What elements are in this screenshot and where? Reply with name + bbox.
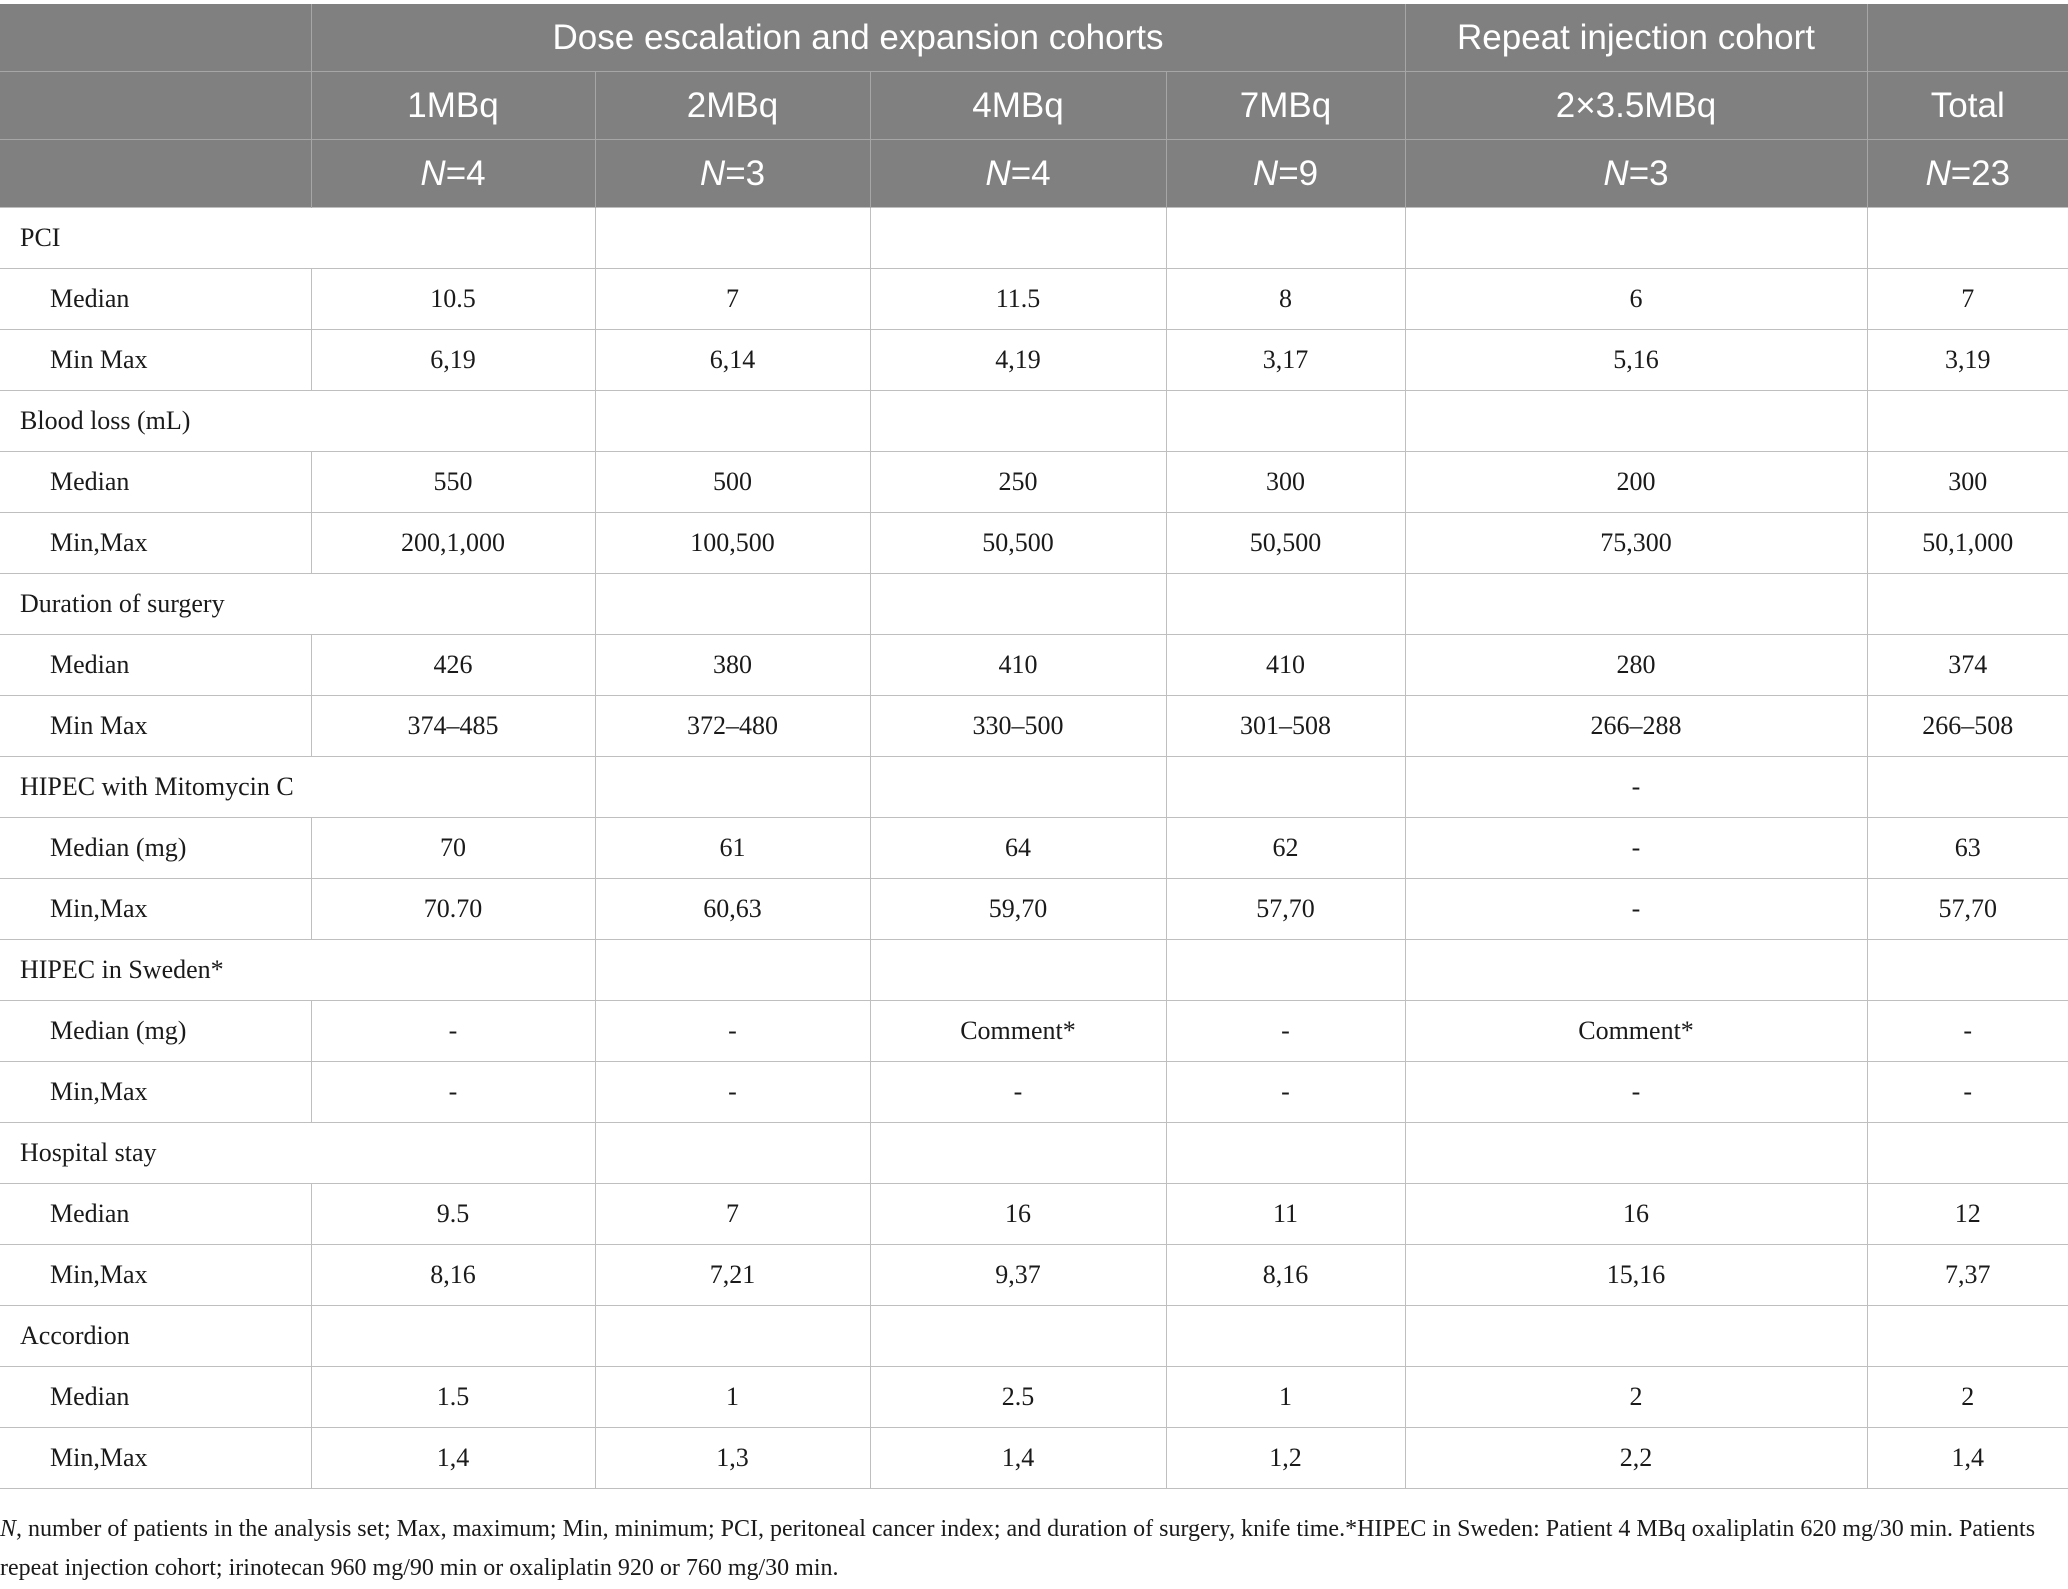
row-label: Median bbox=[0, 269, 311, 330]
table-cell: 57,70 bbox=[1166, 879, 1405, 940]
table-cell: 70.70 bbox=[311, 879, 595, 940]
table-cell: 1,4 bbox=[1867, 1428, 2068, 1489]
table-cell: 8 bbox=[1166, 269, 1405, 330]
table-row bbox=[0, 452, 2068, 513]
section-cell bbox=[595, 1123, 870, 1184]
section-cell bbox=[1867, 1123, 2068, 1184]
table-cell: 8,16 bbox=[1166, 1245, 1405, 1306]
table-cell: - bbox=[595, 1062, 870, 1123]
row-label: Median bbox=[0, 452, 311, 513]
table-cell: 500 bbox=[595, 452, 870, 513]
table-cell: 3,17 bbox=[1166, 330, 1405, 391]
section-cell bbox=[1166, 1306, 1405, 1367]
table-cell: 372–480 bbox=[595, 696, 870, 757]
n-symbol: N bbox=[1603, 153, 1629, 193]
column-header: 4MBq bbox=[870, 72, 1166, 140]
table-cell: 1,4 bbox=[311, 1428, 595, 1489]
section-cell bbox=[870, 391, 1166, 452]
table-cell: 3,19 bbox=[1867, 330, 2068, 391]
table-cell: 5,16 bbox=[1405, 330, 1867, 391]
table-cell: 11 bbox=[1166, 1184, 1405, 1245]
table-cell: 61 bbox=[595, 818, 870, 879]
table-cell: 7 bbox=[595, 1184, 870, 1245]
results-table bbox=[0, 4, 2068, 1489]
header-blank bbox=[0, 4, 311, 72]
n-symbol: N bbox=[985, 153, 1011, 193]
section-cell bbox=[595, 757, 870, 818]
row-label: Median (mg) bbox=[0, 1001, 311, 1062]
row-label: Median bbox=[0, 635, 311, 696]
table-cell: 15,16 bbox=[1405, 1245, 1867, 1306]
table-row bbox=[0, 1184, 2068, 1245]
column-header: Total bbox=[1867, 72, 2068, 140]
table-row bbox=[0, 1367, 2068, 1428]
table-cell: 2.5 bbox=[870, 1367, 1166, 1428]
n-count-header bbox=[595, 140, 870, 208]
section-cell bbox=[1166, 391, 1405, 452]
table-cell: 330–500 bbox=[870, 696, 1166, 757]
section-cell bbox=[311, 1306, 595, 1367]
table-cell: - bbox=[870, 1062, 1166, 1123]
column-header: 1MBq bbox=[311, 72, 595, 140]
section-cell bbox=[870, 1123, 1166, 1184]
table-cell: 59,70 bbox=[870, 879, 1166, 940]
table-footnote bbox=[0, 1510, 2050, 1588]
section-row bbox=[0, 757, 2068, 818]
table-header bbox=[0, 4, 2068, 208]
table-cell: - bbox=[595, 1001, 870, 1062]
table-cell: 7,37 bbox=[1867, 1245, 2068, 1306]
table-cell: - bbox=[1166, 1001, 1405, 1062]
row-label: Min,Max bbox=[0, 1062, 311, 1123]
header-blank bbox=[0, 140, 311, 208]
section-row bbox=[0, 391, 2068, 452]
header-group-repeat-injection: Repeat injection cohort bbox=[1405, 4, 1867, 72]
table-cell: 6,19 bbox=[311, 330, 595, 391]
table-cell: 7 bbox=[595, 269, 870, 330]
table-cell: 1 bbox=[1166, 1367, 1405, 1428]
section-cell bbox=[1867, 208, 2068, 269]
section-row bbox=[0, 208, 2068, 269]
row-label: Min,Max bbox=[0, 1428, 311, 1489]
table-cell: - bbox=[1405, 879, 1867, 940]
row-label: Median bbox=[0, 1367, 311, 1428]
section-cell bbox=[595, 208, 870, 269]
table-cell: - bbox=[311, 1001, 595, 1062]
table-cell: 70 bbox=[311, 818, 595, 879]
table-cell: 16 bbox=[1405, 1184, 1867, 1245]
section-cell: - bbox=[1405, 757, 1867, 818]
section-cell bbox=[1405, 208, 1867, 269]
table-cell: 1,4 bbox=[870, 1428, 1166, 1489]
header-blank bbox=[0, 72, 311, 140]
section-title: HIPEC with Mitomycin C bbox=[0, 757, 595, 818]
section-cell bbox=[1166, 940, 1405, 1001]
table-cell: Comment* bbox=[1405, 1001, 1867, 1062]
section-row bbox=[0, 1306, 2068, 1367]
table-row bbox=[0, 1001, 2068, 1062]
section-cell bbox=[1405, 391, 1867, 452]
section-cell bbox=[870, 208, 1166, 269]
section-cell bbox=[1405, 574, 1867, 635]
table-row bbox=[0, 1428, 2068, 1489]
table-cell: - bbox=[1867, 1062, 2068, 1123]
section-cell bbox=[1867, 940, 2068, 1001]
section-cell bbox=[595, 574, 870, 635]
table-cell: 100,500 bbox=[595, 513, 870, 574]
table-cell: - bbox=[1405, 818, 1867, 879]
table-cell: 16 bbox=[870, 1184, 1166, 1245]
n-symbol: N bbox=[699, 153, 726, 193]
table-cell: 6 bbox=[1405, 269, 1867, 330]
n-count-header bbox=[311, 140, 595, 208]
section-title: Duration of surgery bbox=[0, 574, 595, 635]
section-title: PCI bbox=[0, 208, 595, 269]
n-symbol: N bbox=[1252, 153, 1279, 193]
table-cell: 4,19 bbox=[870, 330, 1166, 391]
row-label: Median (mg) bbox=[0, 818, 311, 879]
n-count-header bbox=[1166, 140, 1405, 208]
table-cell: 301–508 bbox=[1166, 696, 1405, 757]
table-cell: 50,1,000 bbox=[1867, 513, 2068, 574]
header-blank bbox=[1867, 4, 2068, 72]
table-cell: 7,21 bbox=[595, 1245, 870, 1306]
row-label: Min,Max bbox=[0, 1245, 311, 1306]
table-cell: 550 bbox=[311, 452, 595, 513]
section-cell bbox=[1867, 391, 2068, 452]
table-cell: 1 bbox=[595, 1367, 870, 1428]
table-cell: - bbox=[311, 1062, 595, 1123]
section-row bbox=[0, 940, 2068, 1001]
table-cell: 380 bbox=[595, 635, 870, 696]
column-header: 2×3.5MBq bbox=[1405, 72, 1867, 140]
n-value: =3 bbox=[725, 153, 766, 193]
section-cell bbox=[1405, 1123, 1867, 1184]
table-cell: 300 bbox=[1166, 452, 1405, 513]
table-cell: 410 bbox=[870, 635, 1166, 696]
table-cell: 1,3 bbox=[595, 1428, 870, 1489]
section-cell bbox=[1166, 1123, 1405, 1184]
section-title: Hospital stay bbox=[0, 1123, 595, 1184]
section-cell bbox=[1867, 757, 2068, 818]
table-cell: 57,70 bbox=[1867, 879, 2068, 940]
section-row bbox=[0, 574, 2068, 635]
table-cell: 2,2 bbox=[1405, 1428, 1867, 1489]
table-cell: 50,500 bbox=[870, 513, 1166, 574]
table-cell: Comment* bbox=[870, 1001, 1166, 1062]
table-cell: 374 bbox=[1867, 635, 2068, 696]
table-cell: 63 bbox=[1867, 818, 2068, 879]
table-row bbox=[0, 696, 2068, 757]
section-title: HIPEC in Sweden* bbox=[0, 940, 595, 1001]
table-cell: - bbox=[1867, 1001, 2068, 1062]
table-cell: 266–288 bbox=[1405, 696, 1867, 757]
section-cell bbox=[1405, 940, 1867, 1001]
table-cell: 50,500 bbox=[1166, 513, 1405, 574]
table-cell: 11.5 bbox=[870, 269, 1166, 330]
section-title: Blood loss (mL) bbox=[0, 391, 595, 452]
table-cell: 8,16 bbox=[311, 1245, 595, 1306]
table-row bbox=[0, 330, 2068, 391]
section-cell bbox=[870, 757, 1166, 818]
column-header: 2MBq bbox=[595, 72, 870, 140]
section-cell bbox=[595, 1306, 870, 1367]
table-cell: 426 bbox=[311, 635, 595, 696]
section-cell bbox=[595, 940, 870, 1001]
footnote-text: , number of patients in the analysis set; Max, maximum; Min, minimum; PCI, peritoneal cancer index; and duration of surgery, knife time.*HIPEC in Sweden: Patient 4 MBq oxaliplatin 620 mg/30 min. Patients repeat injection cohort; irinotecan 960 mg/90 min or oxaliplatin 920 or 760 mg/30 min. bbox=[0, 1516, 2036, 1581]
table-cell: 200 bbox=[1405, 452, 1867, 513]
table-row bbox=[0, 1062, 2068, 1123]
table-row bbox=[0, 1245, 2068, 1306]
n-count-header bbox=[1867, 140, 2068, 208]
table-cell: 250 bbox=[870, 452, 1166, 513]
table-row bbox=[0, 879, 2068, 940]
row-label: Min Max bbox=[0, 330, 311, 391]
table-cell: 75,300 bbox=[1405, 513, 1867, 574]
column-header: 7MBq bbox=[1166, 72, 1405, 140]
table-cell: - bbox=[1166, 1062, 1405, 1123]
section-cell bbox=[870, 940, 1166, 1001]
section-cell bbox=[1867, 574, 2068, 635]
section-cell bbox=[870, 1306, 1166, 1367]
table-cell: - bbox=[1405, 1062, 1867, 1123]
header-group-dose-escalation: Dose escalation and expansion cohorts bbox=[311, 4, 1405, 72]
table-cell: 62 bbox=[1166, 818, 1405, 879]
n-value: =3 bbox=[1628, 153, 1669, 193]
section-cell bbox=[595, 391, 870, 452]
section-cell bbox=[1166, 208, 1405, 269]
table-cell: 200,1,000 bbox=[311, 513, 595, 574]
n-value: =9 bbox=[1278, 153, 1319, 193]
section-cell bbox=[870, 574, 1166, 635]
table-cell: 2 bbox=[1867, 1367, 2068, 1428]
table-row bbox=[0, 635, 2068, 696]
n-count-header bbox=[870, 140, 1166, 208]
table-cell: 1,2 bbox=[1166, 1428, 1405, 1489]
table-cell: 60,63 bbox=[595, 879, 870, 940]
row-label: Min,Max bbox=[0, 513, 311, 574]
n-value: =23 bbox=[1950, 153, 2011, 193]
table-row bbox=[0, 818, 2068, 879]
table-cell: 2 bbox=[1405, 1367, 1867, 1428]
table-body bbox=[0, 208, 2068, 1489]
table-cell: 9.5 bbox=[311, 1184, 595, 1245]
table-cell: 266–508 bbox=[1867, 696, 2068, 757]
section-cell bbox=[1166, 757, 1405, 818]
table-cell: 374–485 bbox=[311, 696, 595, 757]
table-cell: 64 bbox=[870, 818, 1166, 879]
table-cell: 280 bbox=[1405, 635, 1867, 696]
table-row bbox=[0, 513, 2068, 574]
table-cell: 300 bbox=[1867, 452, 2068, 513]
table-row bbox=[0, 269, 2068, 330]
table-cell: 7 bbox=[1867, 269, 2068, 330]
n-count-header bbox=[1405, 140, 1867, 208]
n-value: =4 bbox=[1010, 153, 1051, 193]
n-value: =4 bbox=[445, 153, 486, 193]
table-cell: 1.5 bbox=[311, 1367, 595, 1428]
n-symbol: N bbox=[1925, 153, 1951, 193]
table-cell: 10.5 bbox=[311, 269, 595, 330]
section-cell bbox=[1166, 574, 1405, 635]
n-symbol: N bbox=[420, 153, 446, 193]
row-label: Min,Max bbox=[0, 879, 311, 940]
section-cell bbox=[1867, 1306, 2068, 1367]
row-label: Min Max bbox=[0, 696, 311, 757]
table-cell: 410 bbox=[1166, 635, 1405, 696]
table-cell: 6,14 bbox=[595, 330, 870, 391]
row-label: Median bbox=[0, 1184, 311, 1245]
section-row bbox=[0, 1123, 2068, 1184]
section-title: Accordion bbox=[0, 1306, 311, 1367]
table-cell: 12 bbox=[1867, 1184, 2068, 1245]
table-cell: 9,37 bbox=[870, 1245, 1166, 1306]
section-cell bbox=[1405, 1306, 1867, 1367]
footnote-n-symbol: N bbox=[0, 1516, 17, 1542]
